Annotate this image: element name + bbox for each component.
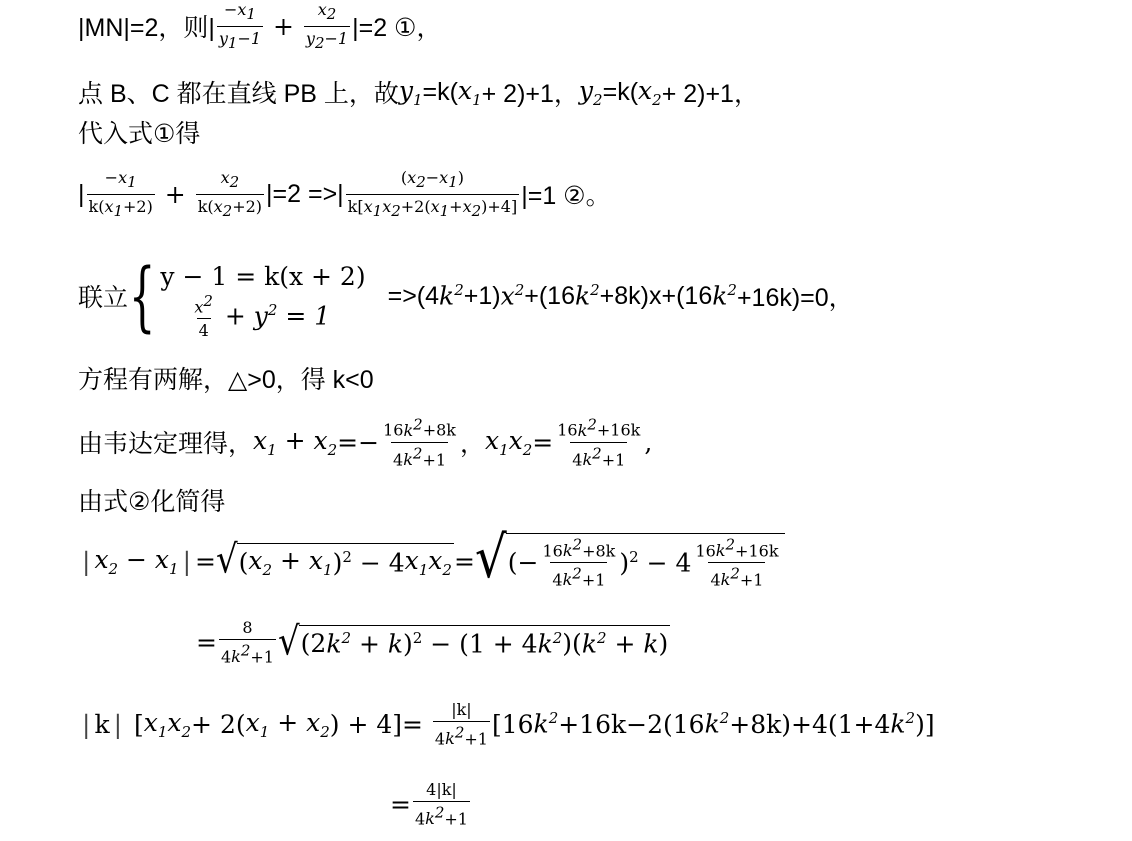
fraction-absk-over: $\frac{|k|}{4k^2+1}$ (434, 699, 488, 749)
fraction-x2-over-y2: $\frac{x_2}{y_2-1}$ (305, 0, 349, 52)
line1-text-b: |=2 ①， (352, 14, 442, 42)
fraction-sum-roots: $\frac{16k^2+8k}{4k^2+1}$ (383, 415, 456, 469)
line2-text-a: 点 B、C 都在直线 PB 上，故 (78, 80, 399, 108)
line1-text-a: |MN|=2，则| (78, 14, 215, 42)
equation-line-2: 点 B、C 都在直线 PB 上，故 $y_1$ =k( $x_1$ + 2)+1， $y_2$ =k( $x_2$ + 2)+1， (78, 75, 759, 109)
equation-line-9: | $x_2 - x_1$ | = √ ( $x_2 + x_1$ )$^2$ − 4 $x_1x_2$ = √ (− $\frac{16k^2+8k}{4k^2+1}$ )$^2$ − 4 $\frac{16k^2+16k}{4k^2+1}$ (78, 528, 785, 594)
line8-text-a: 由式②化简得 (78, 488, 226, 516)
line4-text-c: |=1 ②。 (521, 182, 611, 210)
fraction-final: $\frac{4|k|}{4k^2+1}$ (414, 779, 468, 829)
fraction-line4-3: $\frac{(x_2-x_1)}{k[x_1x_2+2(x_1+x_2)+4]}$ (347, 168, 518, 220)
line2-text-d: =k( (602, 77, 639, 106)
line4-text-b: |=2 =>| (266, 179, 344, 208)
equation-line-10: = $\frac{8}{4k^2+1}$ √ (2 $k^2 + k$ )$^2$ − (1 + 4 $k^2$ )( $k^2 + k$ ) (196, 617, 669, 667)
equation-line-5: 联立 { y − 1 = k(x + 2) $\frac{x^2}{4}$ + $y^2 = 1$ =>(4 $k^2$ +1) $x^2$ +(16 $k^2$ +8k)x+(16 $k^2$ +16k)=0， (78, 251, 854, 341)
equation-line-7: 由韦达定理得， $x_1 + x_2$ =− $\frac{16k^2+8k}{4k^2+1}$ ， $x_1x_2$ = $\frac{16k^2+16k}{4k^2+1}$ , (78, 415, 653, 469)
equation-line-4: | $\frac{-x_1}{k(x_1+2)}$ + $\frac{x_2}{k(x_2+2)}$ |=2 =>| $\frac{(x_2-x_1)}{k[x_1x_2+2(x_1+x_2)+4]}$ |=1 ②。 (78, 168, 611, 220)
line5-text-a: 联立 (78, 284, 129, 312)
sqrt-expression-1: √ ( $x_2 + x_1$ )$^2$ − 4 $x_1x_2$ (215, 536, 452, 583)
line2-text-c: + 2)+1， (481, 80, 579, 108)
line5-text-b: =>(4 (387, 281, 440, 310)
fraction-product-roots: $\frac{16k^2+16k}{4k^2+1}$ (557, 415, 641, 469)
line7-text-a: 由韦达定理得， (78, 430, 254, 458)
equation-line-3 (78, 112, 200, 152)
equation-line-8 (78, 480, 225, 520)
sqrt-expression-2: √ (− $\frac{16k^2+8k}{4k^2+1}$ )$^2$ − 4 $\frac{16k^2+16k}{4k^2+1}$ (475, 533, 785, 590)
equation-line-6 (78, 358, 374, 398)
line2-text-e: + 2)+1， (661, 80, 759, 108)
fraction-8-over: $\frac{8}{4k^2+1}$ (220, 617, 274, 667)
equation-line-1: |MN|=2，则| $\frac{-x_1}{y_1-1}$ + $\frac{x_2}{y_2-1}$ |=2 ①， (78, 0, 442, 52)
line5-text-d: +(16 (524, 281, 575, 310)
line5-text-c: +1) (463, 281, 501, 310)
sqrt-expression-3: √ (2 $k^2 + k$ )$^2$ − (1 + 4 $k^2$ )( $k^2 + k$ ) (277, 619, 669, 665)
fraction-line4-2: $\frac{x_2}{k(x_2+2)}$ (197, 168, 263, 220)
left-brace: { (128, 251, 156, 340)
line5-text-e: +8k)x+(16 (599, 281, 713, 310)
line4-text-a: | (78, 179, 85, 208)
equation-line-11: | k | [ $x_1x_2$ + 2( $x_1 + x_2$ ) + 4]= $\frac{|k|}{4k^2+1}$ [16 $k^2$ +16k−2(16 $k^2$ +8k)+4(1+4 $k^2$ )] (82, 699, 935, 749)
fraction-x1-over-y1: $\frac{-x_1}{y_1-1}$ (218, 0, 262, 52)
equation-line-12: = $\frac{4|k|}{4k^2+1}$ (390, 779, 468, 829)
fraction-line4-1: $\frac{-x_1}{k(x_1+2)}$ (88, 168, 153, 220)
equation-system: { y − 1 = k(x + 2) $\frac{x^2}{4}$ + $y^2 = 1$ (128, 251, 366, 341)
line6-text-a: 方程有两解，△>0，得 k<0 (78, 366, 374, 394)
line2-text-b: =k( (422, 77, 458, 106)
line5-text-f: +16k)=0， (736, 284, 854, 312)
line3-text-a: 代入式①得 (78, 120, 201, 148)
